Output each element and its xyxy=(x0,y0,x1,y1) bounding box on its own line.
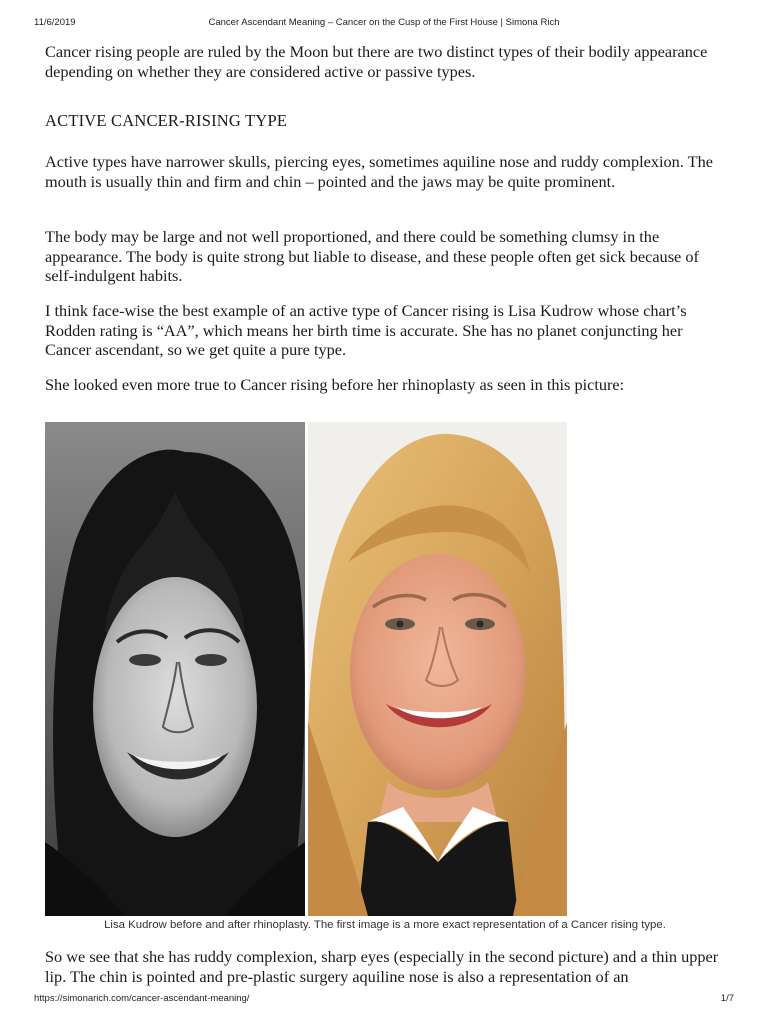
print-footer xyxy=(34,993,734,1005)
page-number: 1/7 xyxy=(720,993,734,1004)
print-url[interactable]: https://simonarich.com/cancer-ascendant-meaning/ xyxy=(34,993,250,1004)
photo-before-rhinoplasty xyxy=(45,422,305,916)
print-header xyxy=(34,17,734,29)
paragraph-picture-intro: She looked even more true to Cancer rising before her rhinoplasty as seen in this picture: xyxy=(45,375,625,394)
figure-caption: Lisa Kudrow before and after rhinoplasty. The first image is a more exact representation of a Cancer rising type. xyxy=(104,919,666,931)
print-date: 11/6/2019 xyxy=(34,17,76,28)
paragraph-intro: Cancer rising people are ruled by the Moon but there are two distinct types of their bodily appearance depending on whether they are considered active or passive types. xyxy=(45,42,708,81)
paragraph-example: I think face-wise the best example of an active type of Cancer rising is Lisa Kudrow whose chart’s Rodden rating is “AA”, which means her birth time is accurate. She has no planet conjuncting her Cancer ascendant, so we get quite a pure type. xyxy=(45,301,687,359)
paragraph-body: The body may be large and not well proportioned, and there could be something clumsy in the appearance. The body is quite strong but liable to disease, and these people often get sick because of self-indulgent habits. xyxy=(45,227,699,285)
paragraph-active-types: Active types have narrower skulls, piercing eyes, sometimes aquiline nose and ruddy complexion. The mouth is usually thin and firm and chin – pointed and the jaws may be quite prominent. xyxy=(45,152,713,191)
photo-after-rhinoplasty xyxy=(308,422,567,916)
section-heading: ACTIVE CANCER-RISING TYPE xyxy=(45,111,288,130)
paragraph-analysis: So we see that she has ruddy complexion, sharp eyes (especially in the second picture) and a thin upper lip. The chin is pointed and pre-plastic surgery aquiline nose is also a representation of an xyxy=(45,947,719,986)
comparison-figure xyxy=(45,422,567,916)
print-page-title: Cancer Ascendant Meaning – Cancer on the Cusp of the First House | Simona Rich xyxy=(208,17,560,28)
